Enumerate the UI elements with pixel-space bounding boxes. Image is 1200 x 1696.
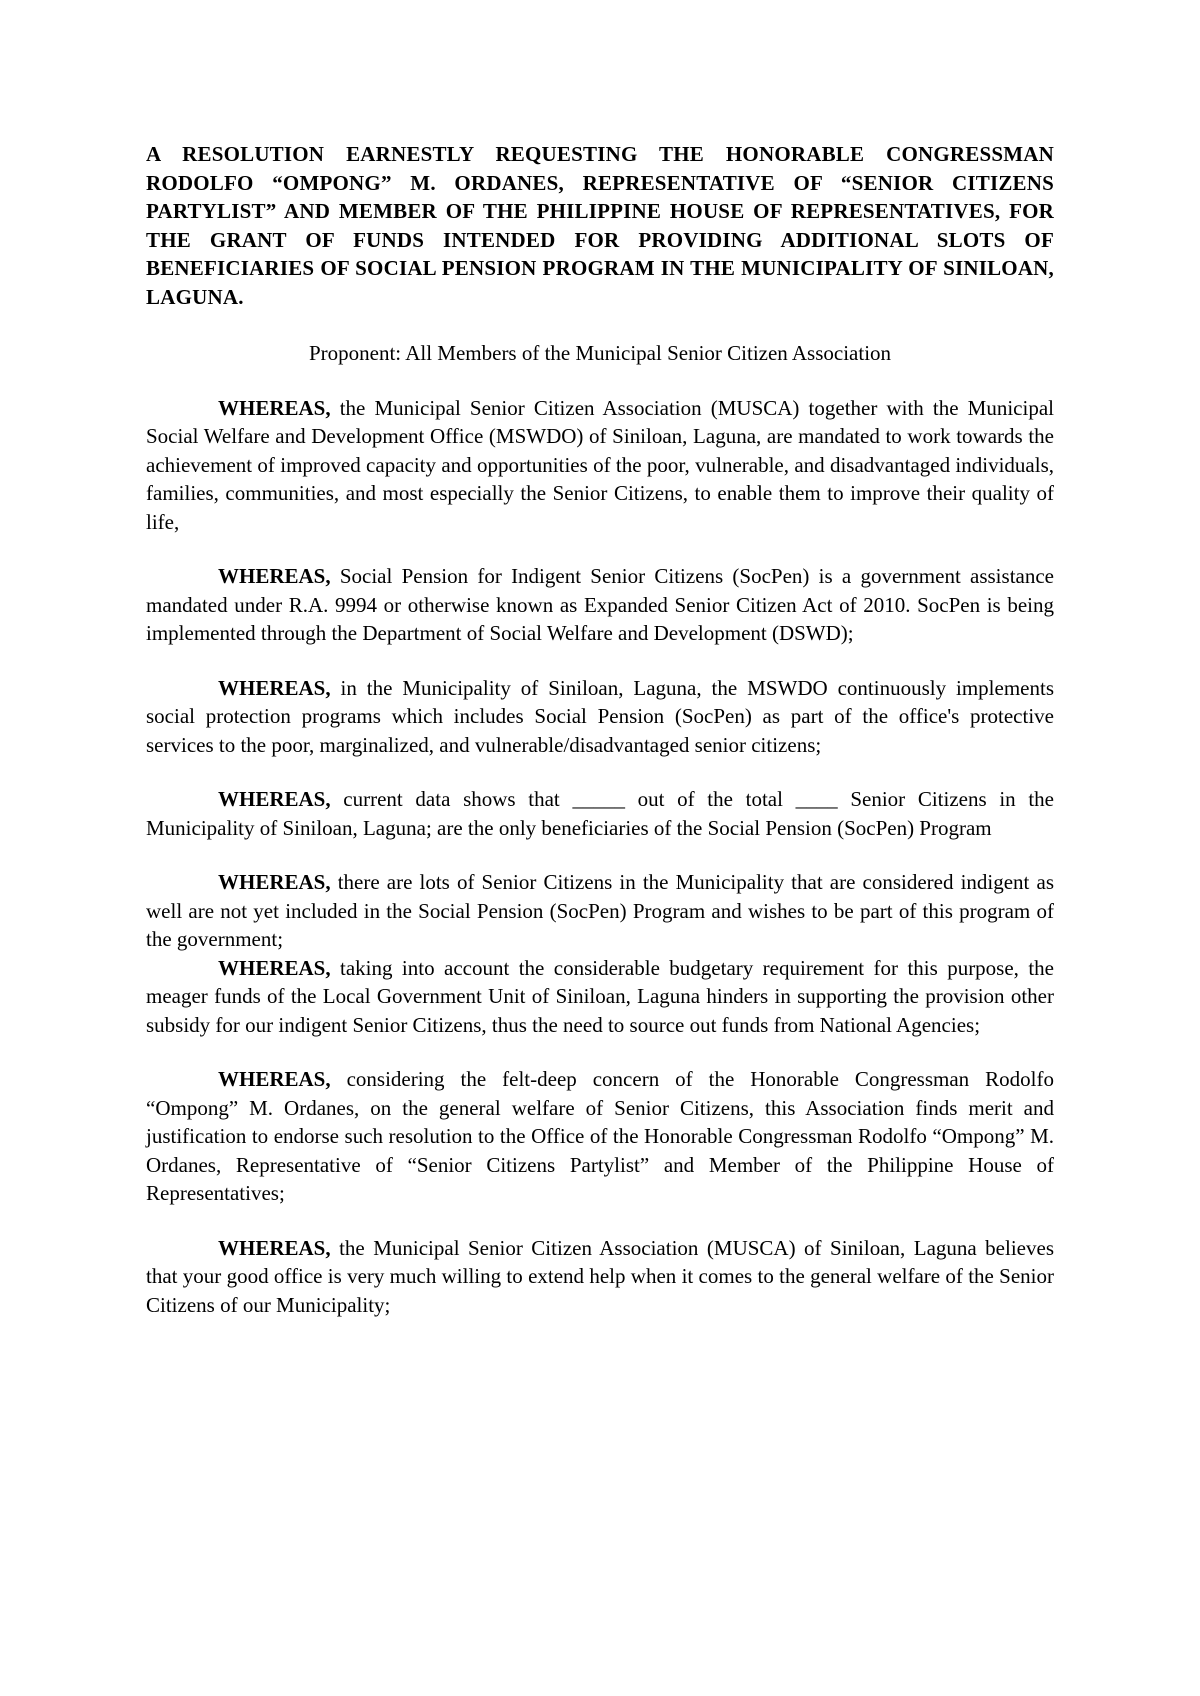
whereas-keyword: WHEREAS, <box>218 564 331 588</box>
whereas-keyword: WHEREAS, <box>218 395 331 420</box>
paragraph-text: taking into account the considerable budgetary requirement for this purpose, the meager funds of the Local Government Unit of Siniloan, Laguna hinders in supporting the provision other subsidy for our indigent Senior Citizens, thus the need to source out funds from National Agencies; <box>146 955 1054 1037</box>
paragraph-text: considering the felt-deep concern of the Honorable Congressman Rodolfo “Ompong” M. Ordanes, on the general welfare of Senior Citizens, this Association finds merit and justification to endorse such resolution to the Office of the Honorable Congressman Rodolfo “Ompong” M. Ordanes, Representative of “Senior Citizens Partylist” and Member of the Philippine House of Representatives; <box>146 1067 1054 1205</box>
paragraph-text: the Municipal Senior Citizen Association (MUSCA) of Siniloan, Laguna believes that your good office is very much willing to extend help when it comes to the general welfare of the Senior Citizens of our Municipality; <box>146 1235 1054 1317</box>
whereas-keyword: WHEREAS, <box>218 787 331 811</box>
paragraph-text: there are lots of Senior Citizens in the Municipality that are considered indigent as well are not yet included in the Social Pension (SocPen) Program and wishes to be part of this program of the government; <box>146 870 1054 951</box>
whereas-paragraph-5 <box>146 868 1054 954</box>
whereas-keyword: WHEREAS, <box>218 955 331 980</box>
whereas-keyword: WHEREAS, <box>218 675 331 700</box>
whereas-paragraph-7 <box>146 1065 1054 1208</box>
proponent-line: Proponent: All Members of the Municipal Senior Citizen Association <box>308 341 892 365</box>
paragraph-text: the Municipal Senior Citizen Association (MUSCA) together with the Municipal Social Welfare and Development Office (MSWDO) of Siniloan, Laguna, are mandated to work towards the achievement of improved capacity and opportunities of the poor, vulnerable, and disadvantaged individuals, families, communities, and most especially the Senior Citizens, to enable them to improve their quality of life, <box>146 395 1054 534</box>
paragraph-text: current data shows that _____ out of the total ____ Senior Citizens in the Municipality of Siniloan, Laguna; are the only beneficiaries of the Social Pension (SocPen) Program <box>146 787 1054 840</box>
resolution-title: A RESOLUTION EARNESTLY REQUESTING THE HONORABLE CONGRESSMAN RODOLFO “OMPONG” M. ORDANES, REPRESENTATIVE OF “SENIOR CITIZENS PARTYLIST” AND MEMBER OF THE PHILIPPINE HOUSE OF REPRESENTATIVES, FOR THE GRANT OF FUNDS INTENDED FOR PROVIDING ADDITIONAL SLOTS OF BENEFICIARIES OF SOCIAL PENSION PROGRAM IN THE MUNICIPALITY OF SINILOAN, LAGUNA. <box>146 142 1054 309</box>
whereas-paragraph-6 <box>146 954 1054 1040</box>
whereas-keyword: WHEREAS, <box>218 1067 331 1091</box>
whereas-keyword: WHEREAS, <box>218 1235 331 1260</box>
whereas-paragraph-4 <box>146 785 1054 842</box>
paragraph-text: in the Municipality of Siniloan, Laguna, the MSWDO continuously implements social protection programs which includes Social Pension (SocPen) as part of the office's protective services to the poor, marginalized, and vulnerable/disadvantaged senior citizens; <box>146 675 1054 757</box>
paragraph-text: Social Pension for Indigent Senior Citizens (SocPen) is a government assistance mandated under R.A. 9994 or otherwise known as Expanded Senior Citizen Act of 2010. SocPen is being implemented through the Department of Social Welfare and Development (DSWD); <box>146 564 1054 645</box>
whereas-paragraph-3 <box>146 674 1054 760</box>
document-body <box>146 140 1054 1319</box>
whereas-keyword: WHEREAS, <box>218 870 331 894</box>
whereas-paragraph-1 <box>146 394 1054 537</box>
whereas-paragraph-2 <box>146 562 1054 648</box>
whereas-paragraph-8 <box>146 1234 1054 1320</box>
